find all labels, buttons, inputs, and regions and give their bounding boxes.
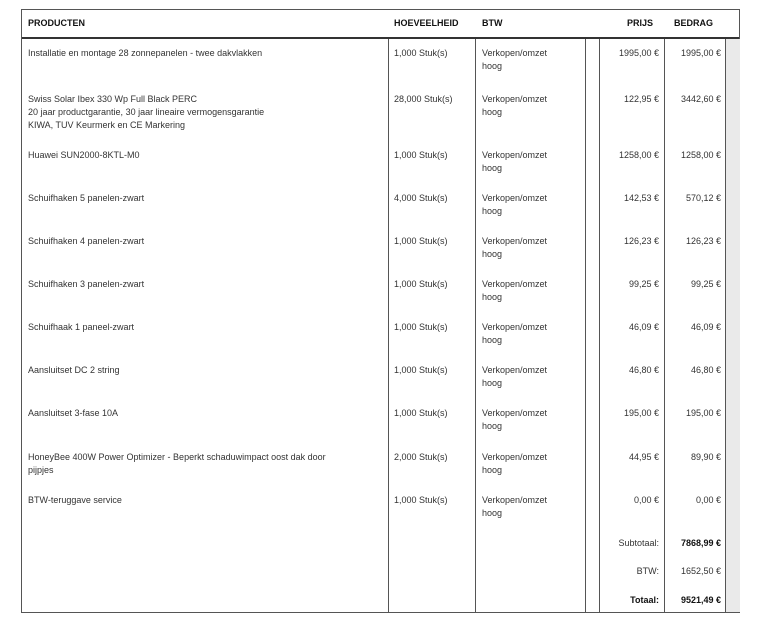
column-header-vat: BTW [482,18,503,28]
row-description: Schuifhaken 5 panelen-zwart [28,193,145,203]
row-amount: 99,25 € [690,279,721,289]
row-price: 122,95 € [623,94,659,104]
row-vat: Verkopen/omzet hoog [482,94,548,117]
subtotal-value: 7868,99 € [680,538,721,548]
column-header-products: PRODUCTEN [28,18,86,28]
row-description: Aansluitset 3-fase 10A [28,408,119,418]
row-quantity: 4,000 Stuk(s) [394,193,448,203]
row-amount: 570,12 € [685,193,721,203]
row-quantity: 2,000 Stuk(s) [394,452,448,462]
row-quantity: 1,000 Stuk(s) [394,48,448,58]
row-price: 99,25 € [628,279,659,289]
row-vat: Verkopen/omzet hoog [482,322,548,345]
row-amount: 89,90 € [690,452,721,462]
row-price: 195,00 € [623,408,659,418]
row-vat: Verkopen/omzet hoog [482,452,548,475]
row-price: 46,80 € [628,365,659,375]
row-price: 1995,00 € [618,48,659,58]
row-vat: Verkopen/omzet hoog [482,495,548,518]
row-price: 1258,00 € [618,150,659,160]
row-vat: Verkopen/omzet hoog [482,236,548,259]
row-quantity: 1,000 Stuk(s) [394,279,448,289]
column-divider [585,39,586,612]
row-quantity: 1,000 Stuk(s) [394,495,448,505]
table-header [22,10,739,39]
row-price: 126,23 € [623,236,659,246]
row-amount: 1995,00 € [680,48,721,58]
side-gutter [726,39,740,612]
row-vat: Verkopen/omzet hoog [482,150,548,173]
row-amount: 46,80 € [690,365,721,375]
row-quantity: 28,000 Stuk(s) [394,94,453,104]
row-vat: Verkopen/omzet hoog [482,365,548,388]
row-description: Swiss Solar Ibex 330 Wp Full Black PERC 20 jaar productgarantie, 30 jaar lineaire vermogensgarantie KIWA, TUV Keurmerk en CE Markering [28,94,265,130]
row-amount: 46,09 € [690,322,721,332]
row-price: 46,09 € [628,322,659,332]
row-amount: 1258,00 € [680,150,721,160]
row-quantity: 1,000 Stuk(s) [394,236,448,246]
row-price: 44,95 € [628,452,659,462]
row-quantity: 1,000 Stuk(s) [394,150,448,160]
row-amount: 0,00 € [695,495,721,505]
column-header-amount: BEDRAG [674,18,714,28]
subtotal-label: Subtotaal: [618,538,659,548]
row-quantity: 1,000 Stuk(s) [394,322,448,332]
invoice-table [21,9,740,613]
row-description: HoneyBee 400W Power Optimizer - Beperkt schaduwimpact oost dak door pijpjes [28,452,326,475]
column-divider [388,39,389,612]
row-amount: 195,00 € [685,408,721,418]
row-description: Schuifhaken 4 panelen-zwart [28,236,145,246]
total-value: 9521,49 € [680,595,721,605]
column-divider [475,39,476,612]
total-label: Totaal: [630,595,659,605]
row-description: BTW-teruggave service [28,495,122,505]
row-vat: Verkopen/omzet hoog [482,48,548,71]
row-description: Schuifhaken 3 panelen-zwart [28,279,145,289]
column-divider [725,39,726,612]
row-amount: 3442,60 € [680,94,721,104]
row-description: Huawei SUN2000-8KTL-M0 [28,150,140,160]
vat-value: 1652,50 € [680,566,721,576]
row-description: Aansluitset DC 2 string [28,365,120,375]
row-amount: 126,23 € [685,236,721,246]
row-vat: Verkopen/omzet hoog [482,279,548,302]
row-description: Installatie en montage 28 zonnepanelen - twee dakvlakken [28,48,263,58]
column-header-price: PRIJS [627,18,654,28]
row-description: Schuifhaak 1 paneel-zwart [28,322,135,332]
column-header-quantity: HOEVEELHEID [394,18,459,28]
row-vat: Verkopen/omzet hoog [482,408,548,431]
row-price: 142,53 € [623,193,659,203]
row-price: 0,00 € [633,495,659,505]
row-vat: Verkopen/omzet hoog [482,193,548,216]
row-quantity: 1,000 Stuk(s) [394,408,448,418]
row-quantity: 1,000 Stuk(s) [394,365,448,375]
vat-label: BTW: [636,566,659,576]
